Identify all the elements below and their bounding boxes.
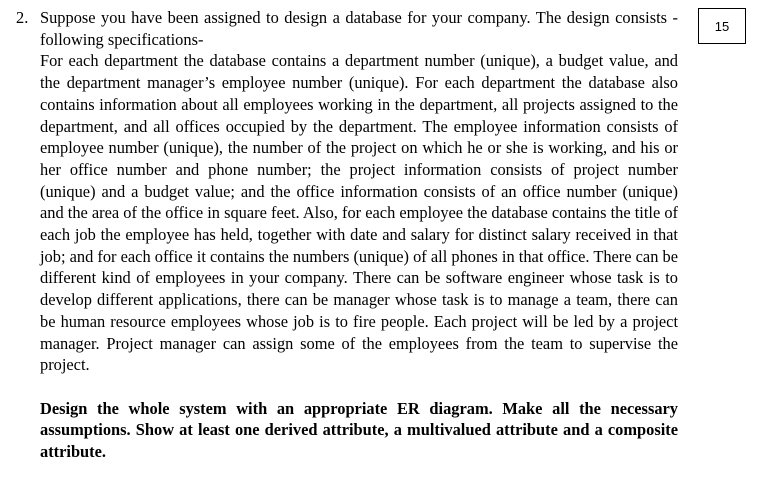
question-specification: For each department the database contains a department number (unique), a budget value, and the department manager’s employee number (unique). For each department the database also contains information about all employees working in the department, all projects assigned to the department, and all offices occupied by the department. The employee information consists of employee number (unique), the number of the project on which he or she is working, and his or her office number and phone number; the project information consists of project number (unique) and a budget value; and the office information consists of an office number (unique) and the area of the office in square feet. Also, for each employee the database contains the title of each job the employee has held, together with date and salary for distinct salary received in that job; and for each office it contains the numbers (unique) of all phones in that office. There can be different kind of employees in your company. There can be software engineer whose task is to develop different applications, there can be manager whose task is to manage a team, there can be human resource employees whose job is to fire people. Each project will be led by a project manager. Project manager can assign some of the employees from the team to supervise the project. — [40, 51, 678, 375]
question-block — [16, 7, 678, 463]
question-intro: Suppose you have been assigned to design a database for your company. The design consists -following specifications- — [40, 8, 678, 49]
question-content — [40, 7, 678, 463]
question-row — [16, 7, 678, 463]
question-number: 2. — [16, 8, 29, 27]
marks-box: 15 — [698, 8, 746, 44]
question-task: Design the whole system with an appropriate ER diagram. Make all the necessary assumptions. Show at least one derived attribute, a multivalued attribute and a composite attribute. — [40, 398, 678, 462]
